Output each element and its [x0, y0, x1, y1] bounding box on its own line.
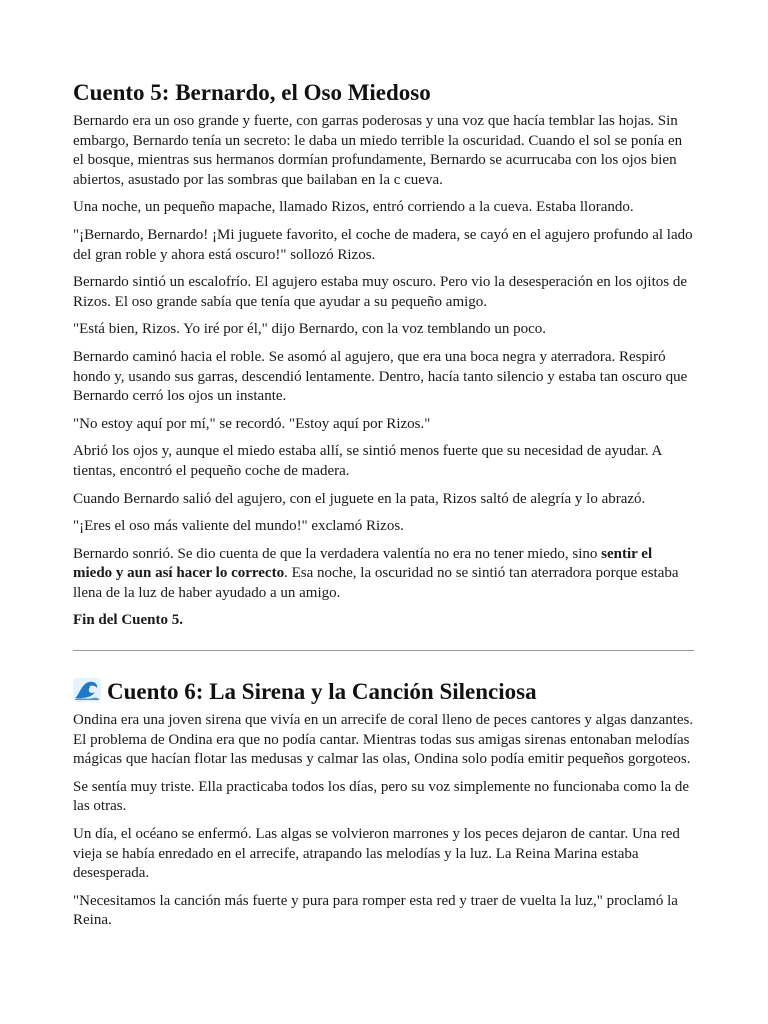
story-5-end	[73, 611, 694, 631]
story-6-paragraph: Un día, el océano se enfermó. Las algas se volvieron marrones y los peces dejaron de cantar. Una red vieja se había enredado en el arrecife, atrapando las melodías y la luz. La Reina Marina estaba desesperada.	[73, 826, 680, 882]
story-6-title	[73, 677, 694, 707]
story-5-end-label: Fin del Cuento 5.	[73, 612, 184, 629]
moral-text: Bernardo sonrió. Se dio cuenta de que la verdadera valentía no era no tener miedo, sino	[73, 545, 602, 562]
story-5-paragraph: "No estoy aquí por mí," se recordó. "Estoy aquí por Rizos."	[73, 415, 431, 432]
story-6-title-text: Cuento 6: La Sirena y la Canción Silenciosa	[107, 679, 537, 705]
water-wave-icon	[73, 678, 101, 702]
story-6-paragraph: "Necesitamos la canción más fuerte y pura para romper esta red y traer de vuelta la luz," proclamó la Reina.	[73, 892, 678, 929]
section-divider	[73, 650, 694, 651]
story-5-paragraph: "Está bien, Rizos. Yo iré por él," dijo Bernardo, con la voz temblando un poco.	[73, 321, 546, 338]
story-5-paragraph: Bernardo sintió un escalofrío. El agujero estaba muy oscuro. Pero vio la desesperación en los ojitos de Rizos. El oso grande sabía que tenía que ayudar a su pequeño amigo.	[73, 274, 688, 310]
story-5-title: Cuento 5: Bernardo, el Oso Miedoso	[73, 80, 431, 105]
story-5-paragraph: Bernardo era un oso grande y fuerte, con garras poderosas y una voz que hacía temblar las hojas. Sin embargo, Bernardo tenía un secreto: le daba un miedo terrible la oscuridad. Cuando el sol se ponía en el bosque, mientras sus hermanos dormían profundamente, Bernardo se acurrucaba con los ojos bien abiertos, asustado por las sombras que bailaban en la c cueva.	[73, 113, 683, 188]
moral-text-end: . Esa noche, la oscuridad no se sintió tan aterradora porque estaba llena de la luz de haber ayudado a un amigo.	[73, 565, 679, 601]
story-5-paragraph: Abrió los ojos y, aunque el miedo estaba allí, se sintió menos fuerte que su necesidad de ayudar. A tientas, encontró el pequeño coche de madera.	[73, 443, 662, 479]
story-6-paragraph: Se sentía muy triste. Ella practicaba todos los días, pero su voz simplemente no funcionaba como la de las otras.	[73, 778, 690, 815]
story-6-paragraph: Ondina era una joven sirena que vivía en un arrecife de coral lleno de peces cantores y algas danzantes. El problema de Ondina era que no podía cantar. Mientras todas sus amigas sirenas entonaban melodías mágicas que hacían flotar las medusas y calmar las olas, Ondina solo podía emitir pequeños gorgoteos.	[73, 712, 694, 768]
story-5-paragraph: "¡Bernardo, Bernardo! ¡Mi juguete favorito, el coche de madera, se cayó en el agujero profundo al lado del gran roble y ahora está oscuro!" sollozó Rizos.	[73, 226, 693, 263]
story-5-paragraph: Una noche, un pequeño mapache, llamado Rizos, entró corriendo a la cueva. Estaba llorando.	[73, 199, 634, 216]
story-5-paragraph: "¡Eres el oso más valiente del mundo!" exclamó Rizos.	[73, 518, 404, 535]
story-5-paragraph: Bernardo caminó hacia el roble. Se asomó al agujero, que era una boca negra y aterradora. Respiró hondo y, usando sus garras, descendió lentamente. Dentro, hacía tanto silencio y estaba tan oscuro que Bernardo cerró los ojos un instante.	[73, 348, 688, 405]
moral-emphasis: sentir el miedo y aun así hacer lo correcto	[73, 545, 653, 582]
story-5-paragraph: Cuando Bernardo salió del agujero, con el juguete en la pata, Rizos saltó de alegría y lo abrazó.	[73, 490, 646, 507]
story-5-moral-paragraph	[73, 545, 694, 604]
